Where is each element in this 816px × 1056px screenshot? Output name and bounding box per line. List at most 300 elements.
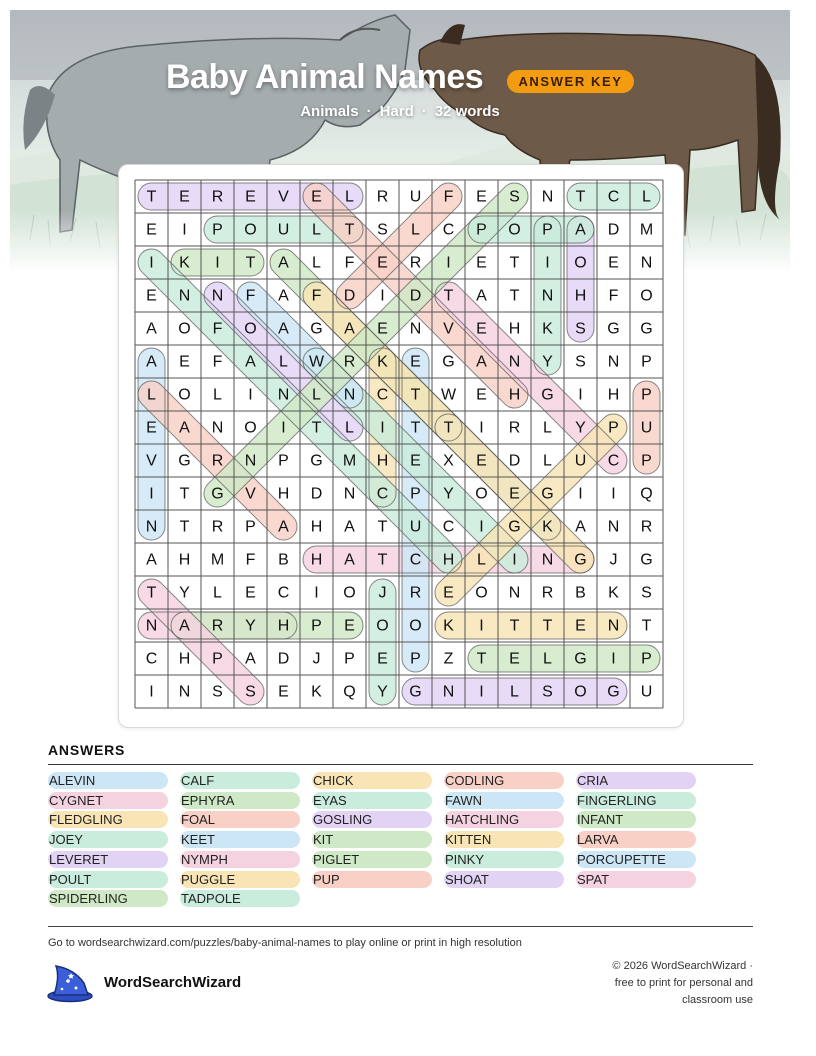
answer-word-pup: PUP: [312, 871, 432, 888]
grid-letter: E: [179, 353, 190, 371]
grid-letter: R: [211, 452, 224, 470]
answer-key-badge: ANSWER KEY: [507, 70, 634, 93]
grid-letter: R: [211, 617, 224, 635]
grid-letter: G: [640, 320, 653, 338]
grid-letter: L: [312, 254, 321, 272]
grid-letter: I: [380, 287, 385, 305]
word-search-grid: [119, 165, 683, 727]
grid-letter: N: [508, 584, 521, 602]
grid-letter: G: [409, 683, 422, 701]
grid-letter: S: [509, 188, 520, 206]
grid-letter: P: [212, 221, 223, 239]
grid-letter: G: [541, 386, 554, 404]
grid-letter: I: [149, 254, 154, 272]
grid-letter: P: [641, 452, 652, 470]
puzzle-meta: [200, 103, 600, 120]
grid-letter: T: [377, 551, 388, 569]
grid-letter: C: [145, 650, 158, 668]
grid-letter: I: [512, 551, 517, 569]
grid-letter: H: [178, 551, 191, 569]
grid-letter: A: [278, 518, 289, 536]
grid-letter: N: [211, 419, 224, 437]
answer-word-fledgling: FLEDGLING: [48, 811, 168, 828]
grid-letter: P: [212, 650, 223, 668]
grid-letter: A: [278, 287, 289, 305]
grid-letter: E: [245, 188, 256, 206]
grid-letter: D: [607, 221, 620, 239]
grid-letter: C: [607, 452, 620, 470]
grid-letter: V: [443, 320, 454, 338]
grid-letter: N: [277, 386, 290, 404]
grid-letter: O: [475, 584, 488, 602]
grid-letter: E: [245, 584, 256, 602]
grid-letter: T: [443, 419, 454, 437]
grid-letter: F: [245, 287, 256, 305]
grid-letter: A: [146, 320, 157, 338]
grid-letter: N: [211, 287, 224, 305]
grid-letter: L: [345, 188, 354, 206]
grid-letter: P: [476, 221, 487, 239]
grid-letter: Z: [443, 650, 454, 668]
grid-letter: T: [146, 188, 157, 206]
grid-letter: L: [312, 221, 321, 239]
grid-letter: T: [443, 287, 454, 305]
grid-letter: O: [244, 221, 257, 239]
grid-letter: G: [640, 551, 653, 569]
grid-letter: E: [476, 254, 487, 272]
grid-letter: A: [344, 551, 355, 569]
grid-letter: R: [541, 584, 554, 602]
brand-name: WordSearchWizard: [104, 974, 242, 991]
grid-letter: U: [640, 419, 653, 437]
meta-separator: ·: [421, 103, 427, 120]
answer-word-porcupette: PORCUPETTE: [576, 851, 696, 868]
grid-letter: C: [277, 584, 290, 602]
grid-letter: U: [640, 683, 653, 701]
answer-word-alevin: ALEVIN: [48, 772, 168, 789]
grid-letter: R: [640, 518, 653, 536]
grid-letter: H: [607, 386, 620, 404]
grid-letter: R: [409, 584, 422, 602]
grid-letter: A: [179, 419, 190, 437]
answer-word-ephyra: EPHYRA: [180, 792, 300, 809]
grid-letter: T: [575, 188, 586, 206]
grid-letter: N: [607, 353, 620, 371]
grid-letter: E: [476, 320, 487, 338]
grid-letter: N: [442, 683, 455, 701]
grid-letter: G: [607, 320, 620, 338]
grid-letter: W: [308, 353, 325, 371]
grid-letter: E: [377, 254, 388, 272]
grid-letter: P: [641, 353, 652, 371]
answer-word-kit: KIT: [312, 831, 432, 848]
grid-letter: E: [509, 485, 520, 503]
grid-letter: A: [245, 650, 256, 668]
grid-letter: E: [476, 386, 487, 404]
grid-letter: G: [310, 320, 323, 338]
grid-letter: I: [182, 221, 187, 239]
grid-letter: F: [311, 287, 322, 305]
grid-letter: A: [575, 221, 586, 239]
grid-letter: A: [344, 320, 355, 338]
grid-letter: R: [211, 188, 224, 206]
answer-word-tadpole: TADPOLE: [180, 890, 300, 907]
grid-letter: C: [442, 221, 455, 239]
grid-letter: R: [343, 353, 356, 371]
grid-letter: T: [542, 617, 553, 635]
answer-word-eyas: EYAS: [312, 792, 432, 809]
grid-letter: E: [410, 452, 421, 470]
answer-word-spat: SPAT: [576, 871, 696, 888]
grid-letter: F: [212, 320, 223, 338]
grid-letter: P: [344, 650, 355, 668]
grid-letter: X: [443, 452, 454, 470]
grid-letter: O: [574, 254, 587, 272]
grid-letter: I: [380, 419, 385, 437]
grid-letter: N: [607, 518, 620, 536]
grid-letter: Y: [377, 683, 388, 701]
grid-letter: C: [607, 188, 620, 206]
grid-letter: G: [310, 452, 323, 470]
grid-letter: H: [277, 485, 290, 503]
grid-letter: G: [541, 485, 554, 503]
grid-letter: T: [245, 254, 256, 272]
grid-letter: M: [210, 551, 225, 569]
grid-letter: L: [411, 221, 420, 239]
grid-letter: I: [611, 650, 616, 668]
grid-letter: D: [310, 485, 323, 503]
grid-letter: P: [311, 617, 322, 635]
grid-letter: N: [343, 485, 356, 503]
grid-letter: K: [608, 584, 619, 602]
grid-letter: I: [446, 254, 451, 272]
grid-letter: H: [178, 650, 191, 668]
grid-letter: L: [213, 386, 222, 404]
grid-letter: E: [146, 221, 157, 239]
grid-letter: S: [377, 221, 388, 239]
grid-letter: F: [608, 287, 619, 305]
grid-letter: L: [312, 386, 321, 404]
grid-letter: T: [344, 221, 355, 239]
grid-letter: O: [244, 320, 257, 338]
grid-letter: I: [248, 386, 253, 404]
grid-letter: A: [245, 353, 256, 371]
copyright-line: © 2026 WordSearchWizard ·: [612, 960, 753, 972]
grid-letter: K: [311, 683, 322, 701]
answer-word-infant: INFANT: [576, 811, 696, 828]
grid-letter: I: [281, 419, 286, 437]
grid-letter: U: [574, 452, 587, 470]
grid-letter: N: [145, 617, 158, 635]
grid-letter: P: [278, 452, 289, 470]
grid-letter: B: [278, 551, 289, 569]
grid-letter: G: [211, 485, 224, 503]
grid-letter: N: [343, 386, 356, 404]
grid-letter: R: [409, 254, 422, 272]
grid-letter: I: [215, 254, 220, 272]
grid-letter: E: [509, 650, 520, 668]
grid-letter: H: [376, 452, 389, 470]
grid-letter: K: [542, 320, 553, 338]
grid-letter: M: [639, 221, 654, 239]
grid-letter: N: [409, 320, 422, 338]
grid-letter: I: [149, 485, 154, 503]
grid-letter: P: [641, 650, 652, 668]
grid-letter: I: [314, 584, 319, 602]
puzzle-card: [118, 164, 684, 728]
grid-letter: H: [310, 518, 323, 536]
answer-word-gosling: GOSLING: [312, 811, 432, 828]
grid-letter: G: [574, 650, 587, 668]
grid-letter: T: [509, 254, 520, 272]
grid-letter: U: [409, 188, 422, 206]
grid-letter: E: [146, 287, 157, 305]
grid-letter: L: [510, 683, 519, 701]
grid-letter: L: [477, 551, 486, 569]
grid-letter: J: [609, 551, 618, 569]
grid-letter: A: [476, 287, 487, 305]
grid-letter: N: [244, 452, 257, 470]
grid-letter: T: [179, 485, 190, 503]
grid-letter: P: [542, 221, 553, 239]
grid-letter: I: [611, 485, 616, 503]
grid-letter: E: [608, 254, 619, 272]
grid-letter: F: [245, 551, 256, 569]
grid-letter: N: [178, 287, 191, 305]
grid-letter: T: [377, 518, 388, 536]
answers-divider: [48, 764, 753, 765]
grid-letter: P: [641, 386, 652, 404]
word-count-label: 32 words: [434, 103, 500, 120]
grid-letter: T: [410, 419, 421, 437]
grid-letter: A: [179, 617, 190, 635]
grid-letter: K: [377, 353, 388, 371]
answer-word-keet: KEET: [180, 831, 300, 848]
grid-letter: Q: [343, 683, 356, 701]
answer-word-pinky: PINKY: [444, 851, 564, 868]
grid-letter: B: [575, 584, 586, 602]
grid-letter: D: [343, 287, 356, 305]
answer-word-calf: CALF: [180, 772, 300, 789]
grid-letter: I: [479, 617, 484, 635]
grid-letter: L: [543, 650, 552, 668]
grid-letter: V: [146, 452, 157, 470]
grid-letter: Y: [575, 419, 586, 437]
grid-letter: N: [541, 551, 554, 569]
grid-letter: A: [575, 518, 586, 536]
grid-letter: N: [178, 683, 191, 701]
grid-letter: O: [574, 683, 587, 701]
grid-letter: O: [244, 419, 257, 437]
grid-letter: Y: [443, 485, 454, 503]
grid-letter: T: [311, 419, 322, 437]
grid-letter: T: [146, 584, 157, 602]
grid-letter: I: [545, 254, 550, 272]
answer-word-cygnet: CYGNET: [48, 792, 168, 809]
answer-word-codling: CODLING: [444, 772, 564, 789]
answer-word-cria: CRIA: [576, 772, 696, 789]
grid-letter: O: [376, 617, 389, 635]
footer-divider: [48, 926, 753, 927]
grid-letter: G: [178, 452, 191, 470]
grid-letter: G: [607, 683, 620, 701]
answer-word-kitten: KITTEN: [444, 831, 564, 848]
grid-letter: A: [278, 320, 289, 338]
answer-word-poult: POULT: [48, 871, 168, 888]
grid-letter: L: [147, 386, 156, 404]
wizard-hat-icon: [46, 963, 94, 1008]
grid-letter: D: [409, 287, 422, 305]
grid-letter: N: [640, 254, 653, 272]
grid-letter: O: [640, 287, 653, 305]
answer-word-piglet: PIGLET: [312, 851, 432, 868]
grid-letter: K: [443, 617, 454, 635]
grid-letter: J: [312, 650, 321, 668]
grid-letter: L: [213, 584, 222, 602]
grid-letter: H: [508, 386, 521, 404]
grid-letter: A: [278, 254, 289, 272]
meta-separator: ·: [366, 103, 372, 120]
grid-letter: L: [543, 452, 552, 470]
grid-letter: U: [409, 518, 422, 536]
category-label: Animals: [300, 103, 359, 120]
copyright-line: classroom use: [682, 994, 753, 1006]
grid-letter: L: [543, 419, 552, 437]
grid-letter: L: [345, 419, 354, 437]
grid-letter: I: [578, 485, 583, 503]
grid-letter: Y: [542, 353, 553, 371]
grid-letter: P: [410, 485, 421, 503]
grid-letter: E: [377, 650, 388, 668]
grid-letter: O: [409, 617, 422, 635]
answer-word-hatchling: HATCHLING: [444, 811, 564, 828]
grid-letter: S: [245, 683, 256, 701]
grid-letter: E: [476, 452, 487, 470]
grid-letter: I: [578, 386, 583, 404]
answer-word-leveret: LEVERET: [48, 851, 168, 868]
copyright-line: free to print for personal and: [614, 977, 753, 989]
grid-letter: O: [178, 386, 191, 404]
grid-letter: H: [508, 320, 521, 338]
grid-letter: H: [574, 287, 587, 305]
grid-letter: G: [508, 518, 521, 536]
grid-letter: H: [442, 551, 455, 569]
grid-letter: G: [574, 551, 587, 569]
grid-letter: D: [277, 650, 290, 668]
answer-word-puggle: PUGGLE: [180, 871, 300, 888]
grid-letter: T: [476, 650, 487, 668]
grid-letter: V: [278, 188, 289, 206]
grid-letter: C: [442, 518, 455, 536]
footer-url-text: Go to wordsearchwizard.com/puzzles/baby-animal-names to play online or print in high resolution: [48, 937, 522, 949]
grid-letter: R: [508, 419, 521, 437]
grid-letter: O: [178, 320, 191, 338]
grid-letter: T: [410, 386, 421, 404]
answers-heading: ANSWERS: [48, 742, 126, 758]
grid-letter: E: [146, 419, 157, 437]
grid-letter: N: [541, 188, 554, 206]
grid-letter: C: [376, 386, 389, 404]
grid-letter: K: [179, 254, 190, 272]
answer-word-fingerling: FINGERLING: [576, 792, 696, 809]
answer-word-joey: JOEY: [48, 831, 168, 848]
grid-letter: H: [277, 617, 290, 635]
grid-letter: S: [641, 584, 652, 602]
grid-letter: S: [575, 353, 586, 371]
grid-letter: O: [475, 485, 488, 503]
grid-letter: I: [479, 683, 484, 701]
grid-letter: O: [343, 584, 356, 602]
grid-letter: E: [443, 584, 454, 602]
page-title: Baby Animal Names: [166, 58, 484, 96]
grid-letter: E: [179, 188, 190, 206]
grid-letter: P: [245, 518, 256, 536]
grid-letter: T: [179, 518, 190, 536]
grid-letter: D: [508, 452, 521, 470]
grid-letter: E: [575, 617, 586, 635]
grid-letter: T: [509, 287, 520, 305]
answer-word-shoat: SHOAT: [444, 871, 564, 888]
difficulty-label: Hard: [379, 103, 414, 120]
grid-letter: A: [344, 518, 355, 536]
grid-letter: M: [342, 452, 357, 470]
grid-letter: G: [442, 353, 455, 371]
grid-letter: V: [245, 485, 256, 503]
grid-letter: N: [145, 518, 158, 536]
grid-letter: E: [344, 617, 355, 635]
grid-letter: I: [149, 683, 154, 701]
grid-letter: E: [278, 683, 289, 701]
grid-letter: R: [376, 188, 389, 206]
grid-letter: F: [344, 254, 355, 272]
copyright-text: [553, 958, 753, 1009]
grid-letter: E: [311, 188, 322, 206]
grid-letter: A: [146, 353, 157, 371]
grid-letter: N: [541, 287, 554, 305]
grid-letter: K: [542, 518, 553, 536]
grid-letter: Y: [245, 617, 256, 635]
grid-letter: T: [509, 617, 520, 635]
grid-letter: F: [443, 188, 454, 206]
grid-letter: N: [607, 617, 620, 635]
grid-letter: C: [409, 551, 422, 569]
grid-letter: S: [542, 683, 553, 701]
grid-letter: Y: [179, 584, 190, 602]
grid-letter: I: [479, 419, 484, 437]
grid-letter: R: [211, 518, 224, 536]
grid-letter: O: [508, 221, 521, 239]
grid-letter: L: [279, 353, 288, 371]
answer-word-nymph: NYMPH: [180, 851, 300, 868]
answer-word-chick: CHICK: [312, 772, 432, 789]
grid-letter: S: [212, 683, 223, 701]
grid-letter: F: [212, 353, 223, 371]
grid-letter: H: [310, 551, 323, 569]
grid-letter: E: [410, 353, 421, 371]
answer-word-foal: FOAL: [180, 811, 300, 828]
grid-letter: C: [376, 485, 389, 503]
grid-letter: P: [608, 419, 619, 437]
grid-letter: P: [410, 650, 421, 668]
answer-word-spiderling: SPIDERLING: [48, 890, 168, 907]
grid-letter: L: [642, 188, 651, 206]
grid-letter: I: [479, 518, 484, 536]
grid-letter: Q: [640, 485, 653, 503]
grid-letter: A: [476, 353, 487, 371]
grid-letter: A: [146, 551, 157, 569]
grid-letter: J: [378, 584, 387, 602]
grid-letter: E: [377, 320, 388, 338]
